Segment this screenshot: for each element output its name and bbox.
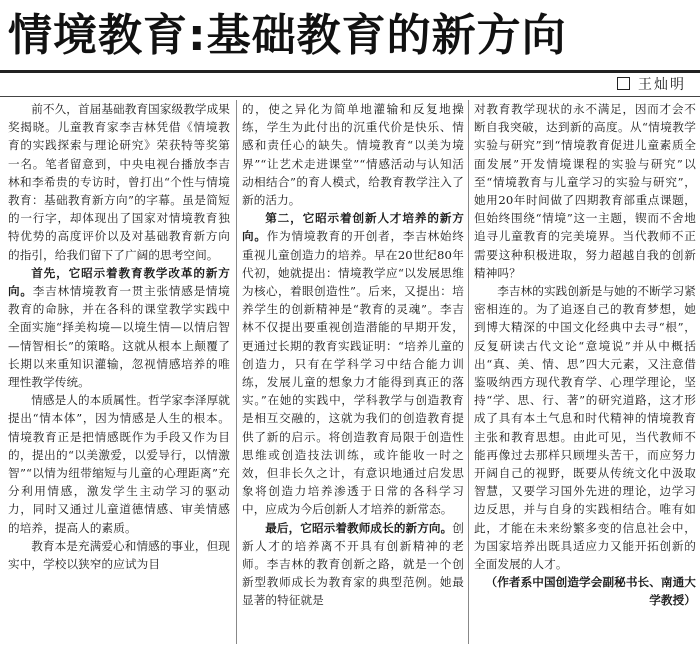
article-column-3	[474, 100, 696, 646]
paragraph: 前不久，首届基础教育国家级教学成果奖揭晓。儿童教育家李吉林凭借《情境教育的实践探索与理论研究》荣获特等奖第一名。笔者留意到，中央电视台播放李吉林和李希贵的专访时，曾打出“个性与情境教育：基础教育新方向”的字幕。虽是简短的一行字，却体现出了国家对情境教育独特优势的高度评价以及对基础教育新方向的指引，给我们留下了广阔的思考空间。	[8, 102, 230, 262]
author-name: 王灿明	[638, 77, 686, 93]
column-divider	[468, 100, 469, 644]
paragraph: 对教育教学现状的永不满足，因而才会不断自我突破，达到新的高度。从“情境教学实验与研究”到“情境教育促进儿童素质全面发展”开发情境课程的实验与研究”以至“情境教育与儿童学习的实验与研究”，她用20年时间做了四期教育部重点课题，但始终围绕“情境”这一主题，锲而不舍地追寻儿童教育的完美境界。当代教师不正需要这种积极进取，努力超越自我的创新精神吗？	[474, 102, 696, 280]
paragraph-text: 创新人才的培养离不开具有创新精神的老师。李吉林的教育创新之路，就是一个创新型教师成长为教育家的典型范例。她最显著的特征就是	[242, 520, 464, 608]
paragraph: 教育本是充满爱心和情感的事业，但现实中，学校以狭窄的应试为目	[8, 538, 230, 572]
byline-rule	[0, 96, 700, 97]
square-icon	[617, 77, 630, 90]
byline	[617, 75, 686, 95]
headline: 情境教育:基础教育的新方向	[8, 10, 567, 61]
section-lead: 第二，它昭示着创新人才培养的新方向。	[242, 211, 464, 244]
paragraph	[242, 519, 464, 610]
section-lead: 首先，它昭示着教育教学改革的新方向。	[8, 265, 230, 299]
paragraph-text: 作为情境教育的开创者，李吉林始终重视儿童创造力的培养。早在20世纪80年代初，她就提出：情境教学应“以发展思维为核心，着眼创造性”。后来，又提出：培养学生的创新精神是“教育的灵魂”。李吉林不仅提出要重视创造潜能的早期开发，更通过长期的教育实践证明：“培养儿童的创造力，只有在学科学习中结合能力训练，发展儿童的想象力才能得到真正的落实。”在她的实践中，学科教学与创造教育是相互交融的，这就为我们的创造教育提供了新的启示。将创造教育局限于创造性思维或创造技法训练，或许能收一时之效，但非长久之计，有意识地通过启发思象将创造力培养渗透于日常的各科学习中，应成为今后创新人才培养的新常态。	[242, 229, 464, 517]
article-column-1	[8, 100, 230, 646]
column-divider	[236, 100, 237, 644]
section-lead: 最后，它昭示着教师成长的新方向。	[265, 520, 453, 535]
paragraph: 的，使之异化为简单地灌输和反复地操练，学生为此付出的沉重代价是快乐、情感和责任心的缺失。情境教育“以美为境界”“让艺术走进课堂”“情感活动与认知活动相结合”的育人模式，给教育教学注入了新的活力。	[242, 102, 464, 208]
article-column-2	[242, 100, 464, 646]
headline-rule	[0, 70, 700, 73]
paragraph	[8, 264, 230, 391]
paragraph: 李吉林的实践创新是与她的不断学习紧密相连的。为了追逐自己的教育梦想，她到博大精深的中国文化经典中去寻“根”，反复研读古代文论“意境说”并从中概括出“真、美、情、思”四大元素，又注意借鉴吸纳西方现代教育学、心理学理论，坚持“学、思、行、著”的研究道路，这才形成了具有本土气息和时代精神的情境教育主张和教育思想。由此可见，当代教师不能再像过去那样只顾埋头苦干，而应努力开阔自己的视野，既要从传统文化中汲取智慧，又要学习国外先进的理论，边学习边反思，并与自身的实践相结合。唯有如此，才能在未来纷繁多变的信息社会中，为国家培养出既具适应力又能开拓创新的全面发展的人才。	[474, 284, 696, 572]
paragraph	[242, 209, 464, 518]
author-note: （作者系中国创造学会副秘书长、南通大学教授）	[485, 575, 696, 608]
paragraph-text: 李吉林情境教育一贯主张情感是情境教育的命脉，并在各科的课堂教学实践中全面实施“择美构境—以境生情—以情启智—情智相长”的策略。这就从根本上颠覆了长期以来重知识灌输，忽视情感培养的唯理性教学传统。	[8, 284, 230, 390]
paragraph: 情感是人的本质属性。哲学家李泽厚就提出“情本体”，因为情感是人生的根本。情境教育正是把情感既作为手段又作为目的，提出的“以美激爱，以爱导行，以情激智”“以情为纽带缩短与儿童的心理距离”充分利用情感，激发学生主动学习的驱动力，同时又通过儿童道德情感、审美情感的培养，提高人的素质。	[8, 393, 230, 535]
